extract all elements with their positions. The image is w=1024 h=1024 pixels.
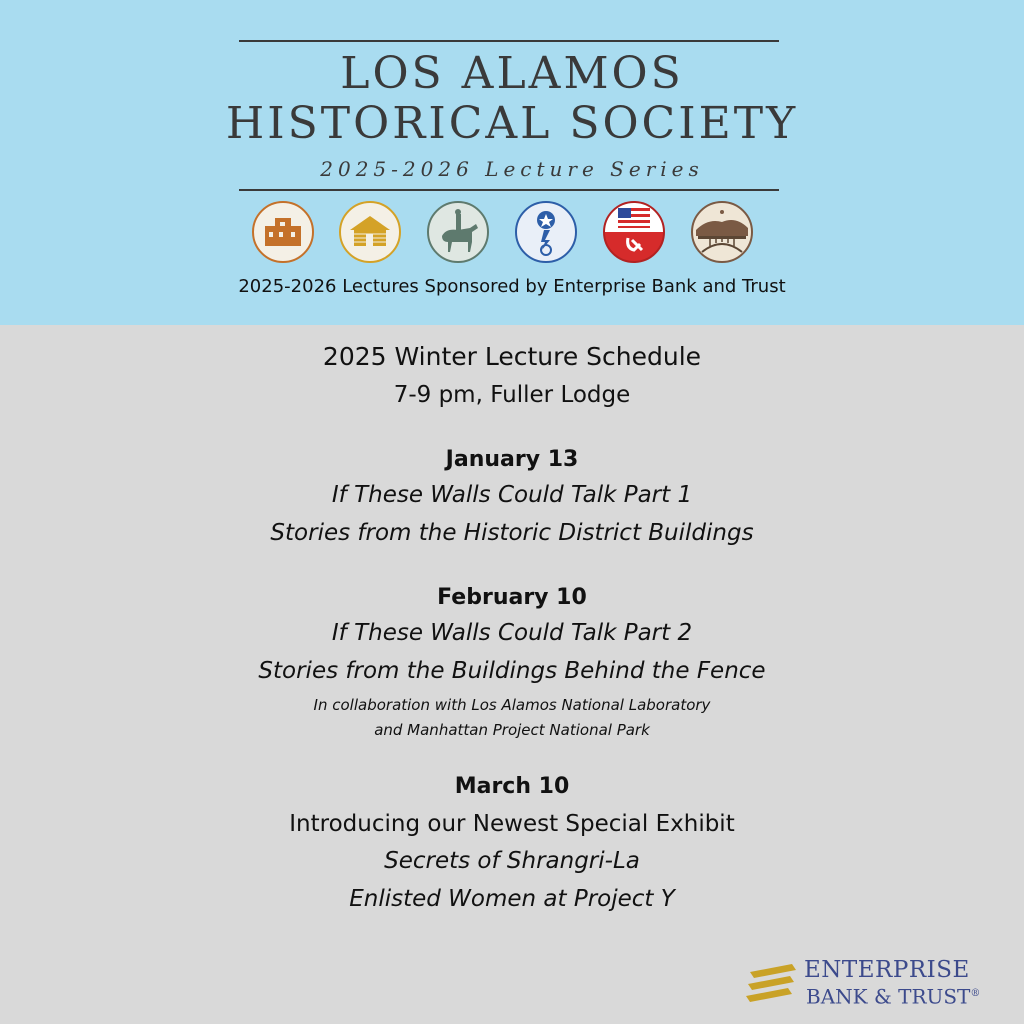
title-line1: LOS ALAMOS (340, 48, 684, 99)
logo-line2 (804, 982, 980, 1009)
lecture-1-date: January 13 (445, 447, 579, 472)
lecture-1-title: If These Walls Could Talk Part 1 (331, 482, 693, 508)
lecture-2-note2: and Manhattan Project National Park (374, 721, 650, 739)
lecture-2-date: February 10 (437, 585, 587, 610)
sponsor-line: 2025-2026 Lectures Sponsored by Enterprise Bank and Trust (238, 276, 786, 297)
lecture-3-subtitle: Enlisted Women at Project Y (349, 886, 675, 912)
lecture-2-subtitle: Stories from the Buildings Behind the Fence (258, 658, 766, 684)
enterprise-bank-logo (746, 958, 986, 1008)
logo-stripes-icon (746, 962, 800, 1006)
lecture-3-title: Secrets of Shrangri-La (384, 848, 640, 874)
adobe-building-icon (251, 200, 315, 264)
header-banner (0, 0, 1024, 325)
atomic-badge-icon (514, 200, 578, 264)
logo-text (804, 958, 980, 1009)
logo-line2-text: BANK & TRUST (806, 984, 971, 1009)
lecture-3-intro: Introducing our Newest Special Exhibit (289, 811, 735, 837)
icon-row (0, 200, 1024, 266)
logo-line1: ENTERPRISE (804, 957, 970, 983)
log-cabin-icon (338, 200, 402, 264)
series-subtitle: 2025-2026 Lecture Series (320, 157, 704, 181)
top-divider (239, 40, 779, 42)
lecture-2-note1: In collaboration with Los Alamos National Laboratory (313, 696, 711, 714)
bridge-mesa-icon (690, 200, 754, 264)
lecture-3-date: March 10 (454, 774, 570, 799)
lecture-2-title: If These Walls Could Talk Part 2 (331, 620, 693, 646)
us-soviet-flag-icon (602, 200, 666, 264)
lecture-1-subtitle: Stories from the Historic District Buildings (270, 520, 754, 546)
title-line2: HISTORICAL SOCIETY (225, 98, 799, 149)
horse-rider-icon (426, 200, 490, 264)
time-place: 7-9 pm, Fuller Lodge (393, 382, 631, 408)
schedule-heading: 2025 Winter Lecture Schedule (322, 342, 702, 371)
registered-mark: ® (970, 988, 981, 999)
bottom-divider (239, 189, 779, 191)
